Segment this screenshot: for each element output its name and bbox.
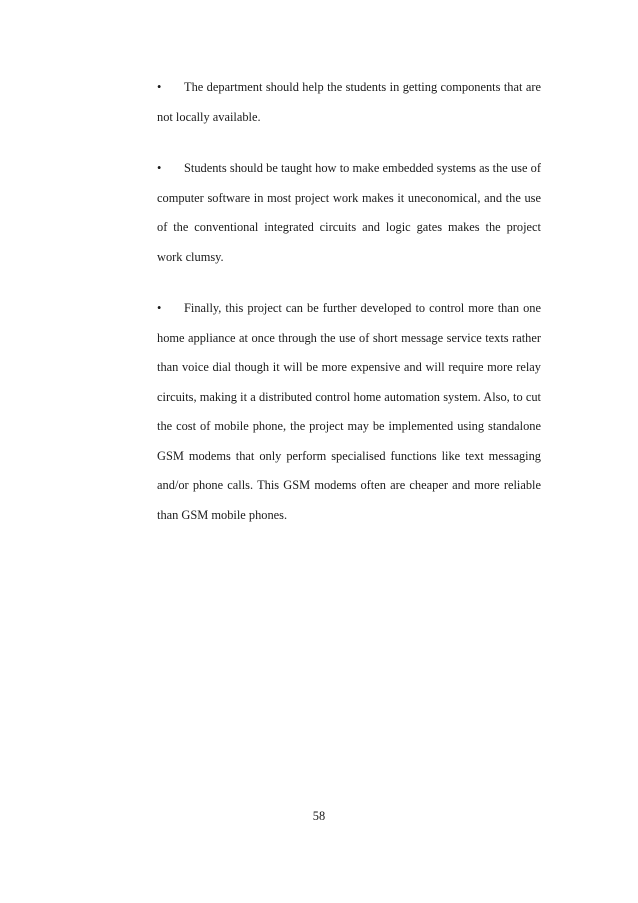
bullet-paragraph-1	[157, 73, 541, 132]
bullet-marker: •	[157, 161, 162, 175]
paragraph-text: Finally, this project can be further developed to control more than one home appliance at once through the use of short message service texts rather than voice dial though it will be more expensive and will require more relay circuits, making it a distributed control home automation system. Also, to cut the cost of mobile phone, the project may be implemented using standalone GSM modems that only perform specialised functions like text messaging and/or phone calls. This GSM modems often are cheaper and more reliable than GSM mobile phones.	[157, 301, 541, 522]
bullet-marker: •	[157, 301, 162, 315]
page-number	[0, 809, 638, 824]
paragraph-text: The department should help the students in getting components that are not locally available.	[157, 80, 541, 124]
bullet-paragraph-2	[157, 154, 541, 272]
bullet-marker: •	[157, 80, 162, 94]
bullet-paragraph-3	[157, 294, 541, 530]
paragraph-text: Students should be taught how to make embedded systems as the use of computer software in most project work makes it uneconomical, and the use of the conventional integrated circuits and logic gates makes the project work clumsy.	[157, 161, 541, 264]
page-content	[157, 73, 541, 552]
page-number-text: 58	[312, 809, 326, 823]
